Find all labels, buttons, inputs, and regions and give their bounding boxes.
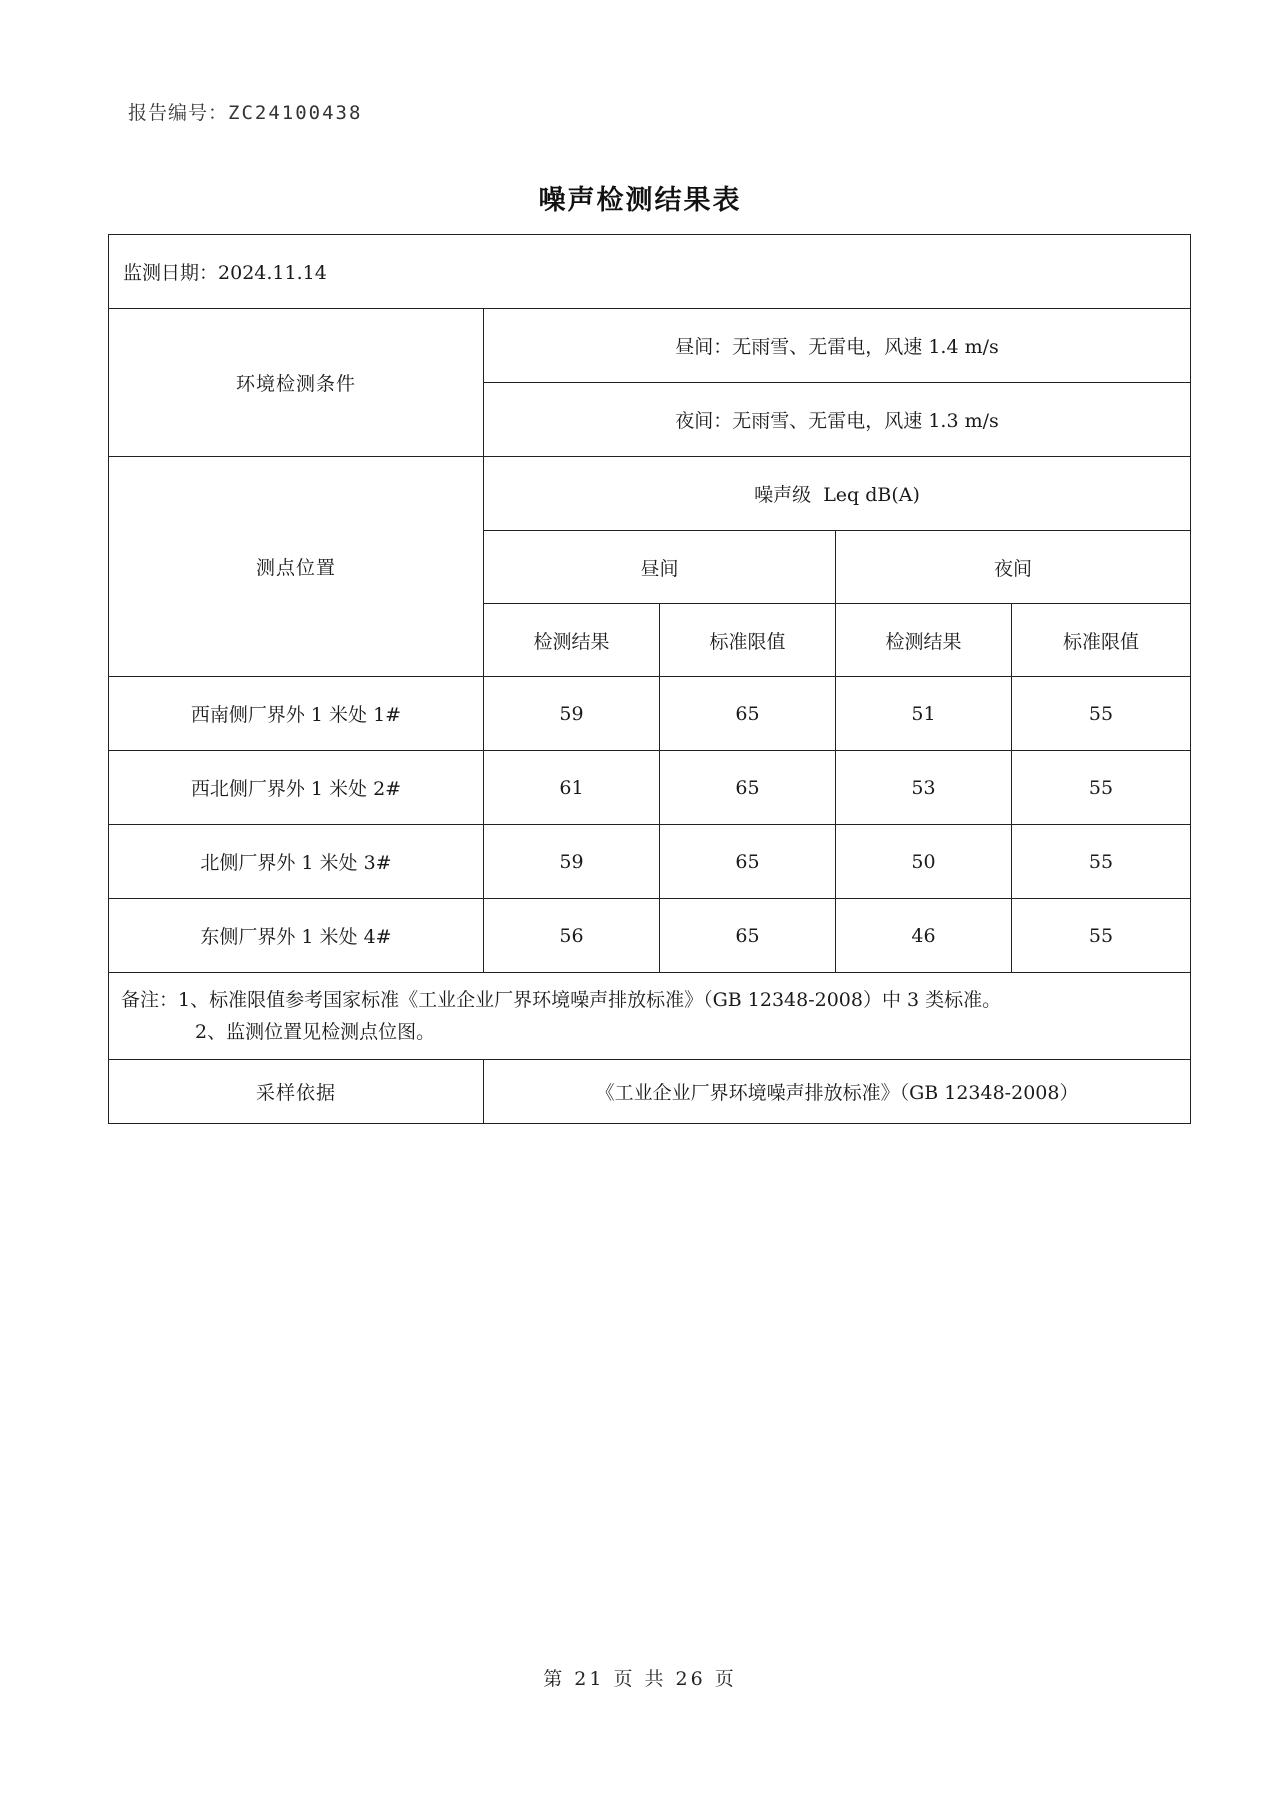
- night-result-header: 检测结果: [836, 604, 1012, 677]
- night-result-cell: 50: [836, 825, 1012, 899]
- day-result-cell: 61: [484, 751, 660, 825]
- basis-label: 采样依据: [109, 1060, 484, 1124]
- monitor-date-row: [109, 235, 1191, 309]
- conditions-label: 环境检测条件: [109, 309, 484, 457]
- night-header: 夜间: [836, 531, 1191, 604]
- monitor-date-label: 监测日期：: [123, 262, 219, 284]
- night-result-cell: 46: [836, 899, 1012, 973]
- page-title: 噪声检测结果表: [538, 185, 742, 216]
- note-line-2: 2、监测位置见检测点位图。: [195, 1021, 436, 1043]
- night-limit-cell: 55: [1012, 899, 1191, 973]
- day-limit-cell: 65: [660, 825, 836, 899]
- report-number-label: 报告编号：: [128, 102, 229, 124]
- night-limit-cell: 55: [1012, 825, 1191, 899]
- night-limit-cell: 55: [1012, 751, 1191, 825]
- position-cell: 西南侧厂界外 1 米处 1#: [109, 677, 484, 751]
- day-header: 昼间: [484, 531, 836, 604]
- monitor-date-cell: [109, 235, 1191, 309]
- basis-row: [109, 1060, 1191, 1124]
- position-cell: 北侧厂界外 1 米处 3#: [109, 825, 484, 899]
- noise-results-table: [108, 234, 1191, 1124]
- notes-row: [109, 973, 1191, 1060]
- notes-cell: [109, 973, 1191, 1060]
- day-limit-cell: 65: [660, 677, 836, 751]
- table-row: [109, 825, 1191, 899]
- report-number-value: ZC24100438: [228, 102, 363, 124]
- night-limit-cell: 55: [1012, 677, 1191, 751]
- day-limit-cell: 65: [660, 899, 836, 973]
- day-result-header: 检测结果: [484, 604, 660, 677]
- basis-value: 《工业企业厂界环境噪声排放标准》（GB 12348-2008）: [484, 1060, 1191, 1124]
- conditions-day-row: [109, 309, 1191, 383]
- day-limit-cell: 65: [660, 751, 836, 825]
- position-cell: 西北侧厂界外 1 米处 2#: [109, 751, 484, 825]
- table-row: [109, 899, 1191, 973]
- night-result-cell: 51: [836, 677, 1012, 751]
- conditions-day: 昼间：无雨雪、无雷电，风速 1.4 m/s: [484, 309, 1191, 383]
- day-result-cell: 56: [484, 899, 660, 973]
- header-level-row: [109, 457, 1191, 531]
- day-result-cell: 59: [484, 677, 660, 751]
- position-header: 测点位置: [109, 457, 484, 677]
- position-cell: 东侧厂界外 1 米处 4#: [109, 899, 484, 973]
- monitor-date-value: 2024.11.14: [218, 262, 327, 284]
- report-number: [128, 98, 362, 125]
- night-limit-header: 标准限值: [1012, 604, 1191, 677]
- page-number: 第 21 页 共 26 页: [543, 1668, 737, 1690]
- table-row: [109, 677, 1191, 751]
- night-result-cell: 53: [836, 751, 1012, 825]
- conditions-night: 夜间：无雨雪、无雷电，风速 1.3 m/s: [484, 383, 1191, 457]
- noise-level-header: 噪声级 Leq dB(A): [484, 457, 1191, 531]
- day-result-cell: 59: [484, 825, 660, 899]
- table-row: [109, 751, 1191, 825]
- note-line-1: 备注：1、标准限值参考国家标准《工业企业厂界环境噪声排放标准》（GB 12348-2008）中 3 类标准。: [121, 989, 1002, 1011]
- day-limit-header: 标准限值: [660, 604, 836, 677]
